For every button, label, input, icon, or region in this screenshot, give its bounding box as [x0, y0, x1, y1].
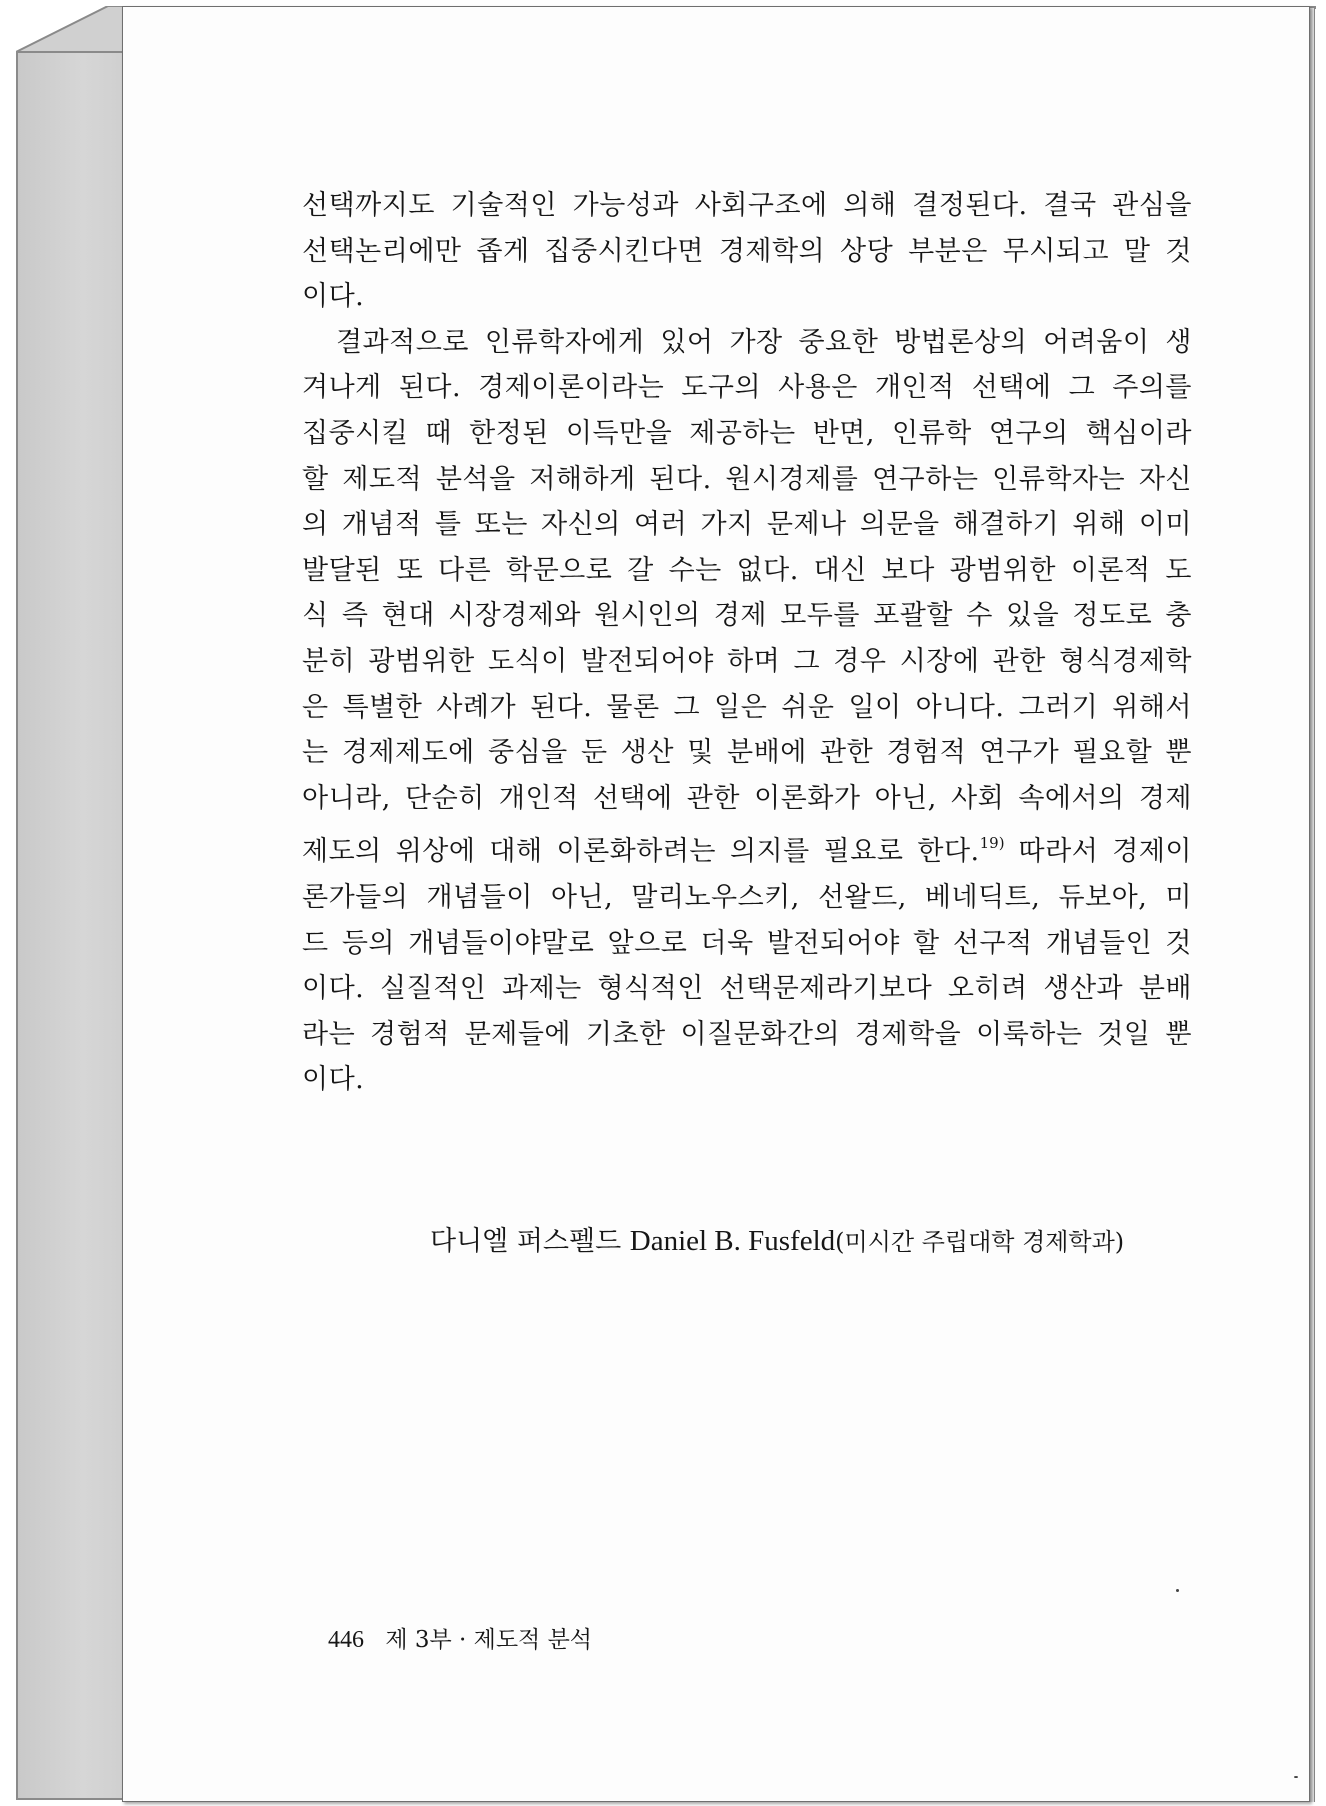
text-line: 집중시킬 때 한정된 이득만을 제공하는 반면, 인류학 연구의 핵심이라	[302, 417, 1192, 449]
text-segment: 따라서 경제이	[1018, 836, 1192, 868]
text-line: 이다. 실질적인 과제는 형식적인 선택문제라기보다 오히려 생산과 분배	[302, 973, 1192, 1005]
text-line: 식 즉 현대 시장경제와 원시인의 경제 모두를 포괄할 수 있을 정도로 충	[302, 600, 1192, 632]
page-footer	[328, 1621, 592, 1654]
text-line: 아니라, 단순히 개인적 선택에 관한 이론화가 아닌, 사회 속에서의 경제	[302, 782, 1192, 814]
author-latin-name: Daniel B. Fusfeld	[629, 1225, 836, 1257]
body-text	[302, 183, 1192, 1103]
paragraph-2	[302, 320, 1192, 1103]
text-line: 이다.	[302, 281, 365, 313]
text-line: 겨나게 된다. 경제이론이라는 도구의 사용은 개인적 선택에 그 주의를	[302, 372, 1192, 404]
text-line: 분히 광범위한 도식이 발전되어야 하며 그 경우 시장에 관한 형식경제학	[302, 645, 1192, 677]
author-affiliation: (미시간 주립대학 경제학과)	[835, 1228, 1125, 1256]
book-edge	[16, 52, 126, 1800]
text-line: 라는 경험적 문제들에 기초한 이질문화간의 경제학을 이룩하는 것일 뿐	[302, 1018, 1192, 1050]
paragraph-1	[302, 183, 1192, 320]
text-line: 선택까지도 기술적인 가능성과 사회구조에 의해 결정된다. 결국 관심을	[302, 190, 1192, 221]
text-segment: 제도의 위상에 대해 이론화하려는 의지를 필요로 한다.	[302, 836, 980, 868]
section-title: 제 3부 · 제도적 분석	[385, 1627, 593, 1653]
text-line: 발달된 또 다른 학문으로 갈 수는 없다. 대신 보다 광범위한 이론적 도	[302, 554, 1193, 586]
dust-speck	[1176, 1589, 1179, 1592]
footnote-marker[interactable]: 19)	[979, 834, 1005, 853]
text-line: 은 특별한 사례가 된다. 물론 그 일은 쉬운 일이 아니다. 그러기 위해서	[302, 691, 1192, 723]
page-number: 446	[328, 1627, 364, 1653]
text-line: 는 경제제도에 중심을 둔 생산 및 분배에 관한 경험적 연구가 필요할 뿐	[302, 737, 1192, 769]
text-line: 선택논리에만 좁게 집중시킨다면 경제학의 상당 부분은 무시되고 말 것	[302, 235, 1192, 267]
dust-speck	[1294, 1776, 1298, 1778]
text-line: 론가들의 개념들이 아닌, 말리노우스키, 선왈드, 베네딕트, 듀보아, 미	[302, 881, 1192, 913]
text-line: 결과적으로 인류학자에게 있어 가장 중요한 방법론상의 어려움이 생	[336, 326, 1192, 358]
author-korean-name: 다니엘 퍼스펠드	[430, 1226, 622, 1257]
text-line-with-footnote	[302, 821, 1192, 875]
text-line: 의 개념적 틀 또는 자신의 여러 가지 문제나 의문을 해결하기 위해 이미	[302, 509, 1192, 541]
text-line: 할 제도적 분석을 저해하게 된다. 원시경제를 연구하는 인류학자는 자신	[302, 463, 1192, 495]
text-line: 이다.	[302, 1064, 365, 1096]
text-line: 드 등의 개념들이야말로 앞으로 더욱 발전되어야 할 선구적 개념들인 것	[302, 927, 1192, 959]
author-attribution	[430, 1219, 1190, 1258]
